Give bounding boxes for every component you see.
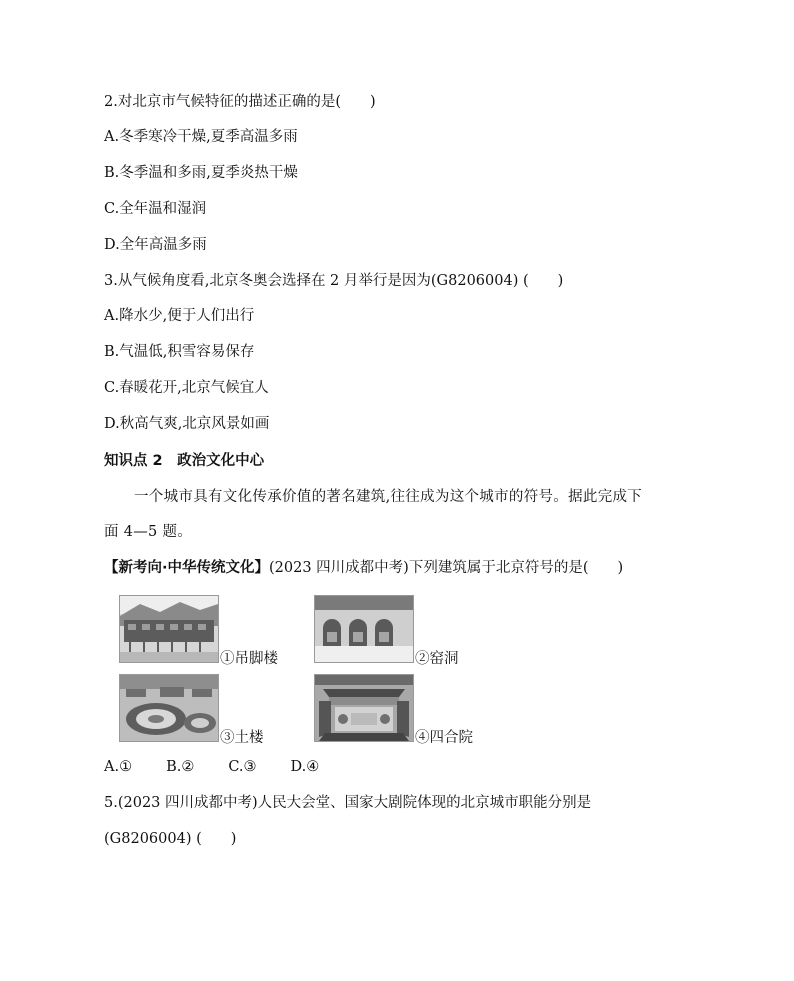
q2-stem: 2.对北京市气候特征的描述正确的是( ) [104,94,376,110]
q3-option-d: D.秋高气爽,北京风景如画 [104,416,270,432]
passage-line-2: 面 4—5 题。 [104,524,193,540]
q3-option-b: B.气温低,积雪容易保存 [104,344,255,360]
q3-option-a: A.降水少,便于人们出行 [104,308,255,324]
q4-option-a: A.① [104,759,133,775]
q4-option-b: B.② [166,759,195,775]
q5-stem-line-2: (G8206004) ( ) [104,831,237,847]
q4-tag: 【新考向·中华传统文化】 [104,560,270,576]
image-caption-2: ②窑洞 [415,651,459,667]
tulou-photo [119,674,219,742]
courtyard-house-photo [314,674,414,742]
q4-options [104,757,353,777]
image-caption-3: ③土楼 [220,730,264,746]
q4-stem [104,558,623,578]
q4-option-d: D.④ [290,759,320,775]
q2-option-a: A.冬季寒冷干燥,夏季高温多雨 [104,129,298,145]
section-title: 知识点 2 政治文化中心 [104,453,265,469]
q2-option-b: B.冬季温和多雨,夏季炎热干燥 [104,165,298,181]
q2-option-c: C.全年温和湿润 [104,201,207,217]
image-caption-1: ①吊脚楼 [220,651,278,667]
q2-option-d: D.全年高温多雨 [104,237,207,253]
stilt-house-photo [119,595,219,663]
q3-option-c: C.春暖花开,北京气候宜人 [104,380,269,396]
q4-stem-text: (2023 四川成都中考)下列建筑属于北京符号的是( ) [269,560,624,576]
image-caption-4: ④四合院 [415,730,473,746]
q4-option-c: C.③ [228,759,257,775]
cave-dwelling-photo [314,595,414,663]
passage-line-1: 一个城市具有文化传承价值的著名建筑,往往成为这个城市的符号。据此完成下 [134,489,643,505]
q3-stem: 3.从气候角度看,北京冬奥会选择在 2 月举行是因为(G8206004) ( ) [104,273,564,289]
q5-stem-line-1: 5.(2023 四川成都中考)人民大会堂、国家大剧院体现的北京城市职能分别是 [104,795,592,811]
